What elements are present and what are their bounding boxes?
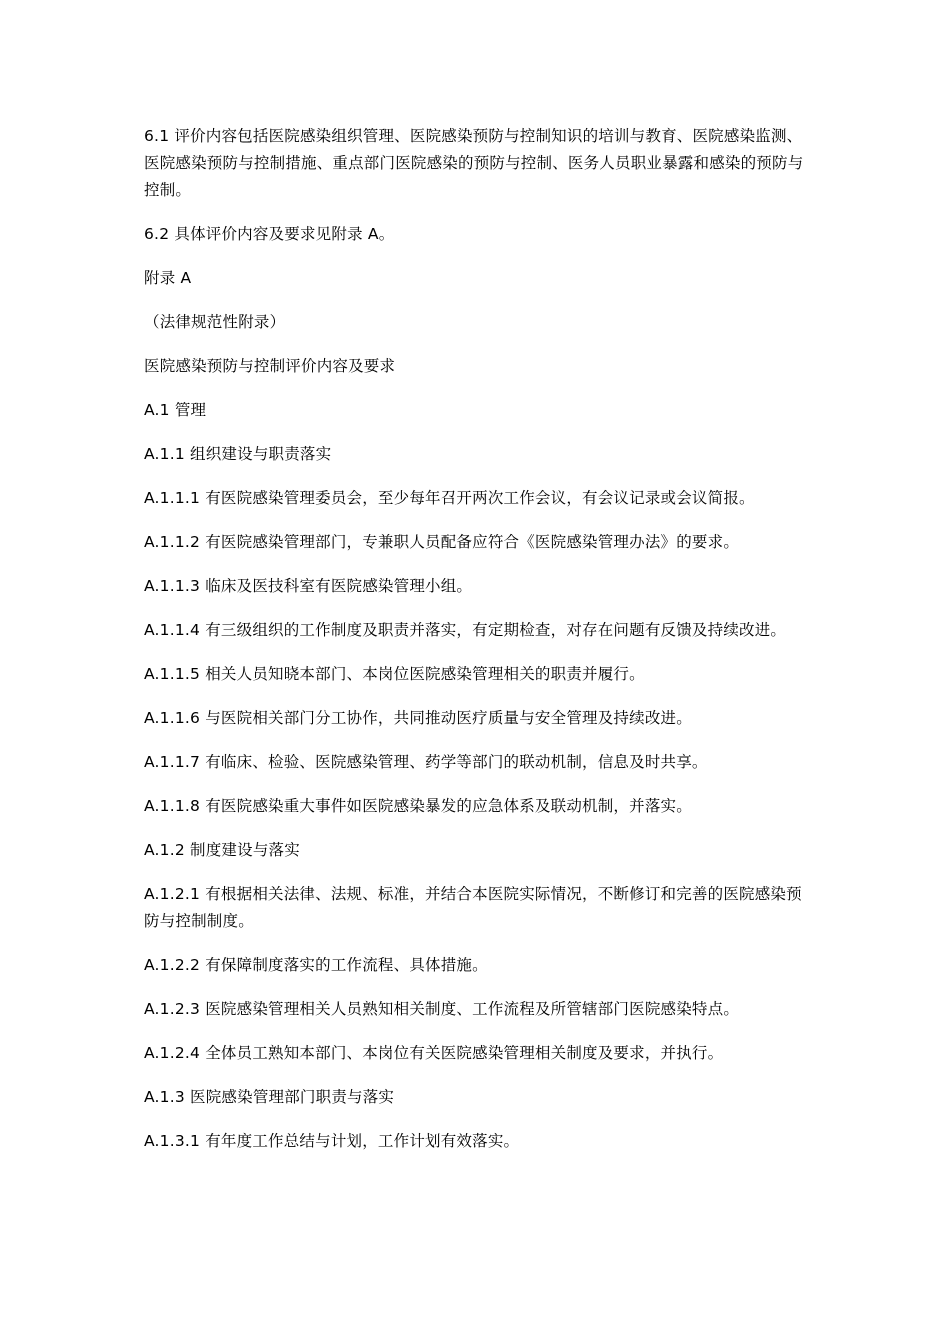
item-a-1-2-3: A.1.2.3 医院感染管理相关人员熟知相关制度、工作流程及所管辖部门医院感染特点。 <box>144 1000 740 1018</box>
item-a-1-1-5: A.1.1.5 相关人员知晓本部门、本岗位医院感染管理相关的职责并履行。 <box>144 665 645 683</box>
section-a-1-1: A.1.1 组织建设与职责落实 <box>144 445 332 463</box>
paragraph-6-1: 6.1 评价内容包括医院感染组织管理、医院感染预防与控制知识的培训与教育、医院感染监测、医院感染预防与控制措施、重点部门医院感染的预防与控制、医务人员职业暴露和感染的预防与控制。 <box>144 127 804 199</box>
item-a-1-1-4: A.1.1.4 有三级组织的工作制度及职责并落实，有定期检查，对存在问题有反馈及持续改进。 <box>144 621 787 639</box>
item-a-1-1-8: A.1.1.8 有医院感染重大事件如医院感染暴发的应急体系及联动机制，并落实。 <box>144 797 692 815</box>
appendix-heading: 医院感染预防与控制评价内容及要求 <box>144 357 396 375</box>
item-a-1-1-2: A.1.1.2 有医院感染管理部门，专兼职人员配备应符合《医院感染管理办法》的要求。 <box>144 533 740 551</box>
document-body <box>144 123 810 1172</box>
item-a-1-1-6: A.1.1.6 与医院相关部门分工协作，共同推动医疗质量与安全管理及持续改进。 <box>144 709 692 727</box>
appendix-type: （法律规范性附录） <box>144 313 286 331</box>
paragraph-6-2: 6.2 具体评价内容及要求见附录 A。 <box>144 225 395 243</box>
section-a-1-3: A.1.3 医院感染管理部门职责与落实 <box>144 1088 395 1106</box>
appendix-title: 附录 A <box>144 269 192 287</box>
item-a-1-1-3: A.1.1.3 临床及医技科室有医院感染管理小组。 <box>144 577 473 595</box>
item-a-1-2-4: A.1.2.4 全体员工熟知本部门、本岗位有关医院感染管理相关制度及要求，并执行。 <box>144 1044 724 1062</box>
item-a-1-3-1: A.1.3.1 有年度工作总结与计划，工作计划有效落实。 <box>144 1132 520 1150</box>
item-a-1-2-2: A.1.2.2 有保障制度落实的工作流程、具体措施。 <box>144 956 488 974</box>
section-a-1-2: A.1.2 制度建设与落实 <box>144 841 300 859</box>
item-a-1-1-1: A.1.1.1 有医院感染管理委员会，至少每年召开两次工作会议，有会议记录或会议简报。 <box>144 489 755 507</box>
item-a-1-2-1: A.1.2.1 有根据相关法律、法规、标准，并结合本医院实际情况，不断修订和完善的医院感染预防与控制制度。 <box>144 885 802 930</box>
item-a-1-1-7: A.1.1.7 有临床、检验、医院感染管理、药学等部门的联动机制，信息及时共享。 <box>144 753 708 771</box>
section-a-1: A.1 管理 <box>144 401 207 419</box>
